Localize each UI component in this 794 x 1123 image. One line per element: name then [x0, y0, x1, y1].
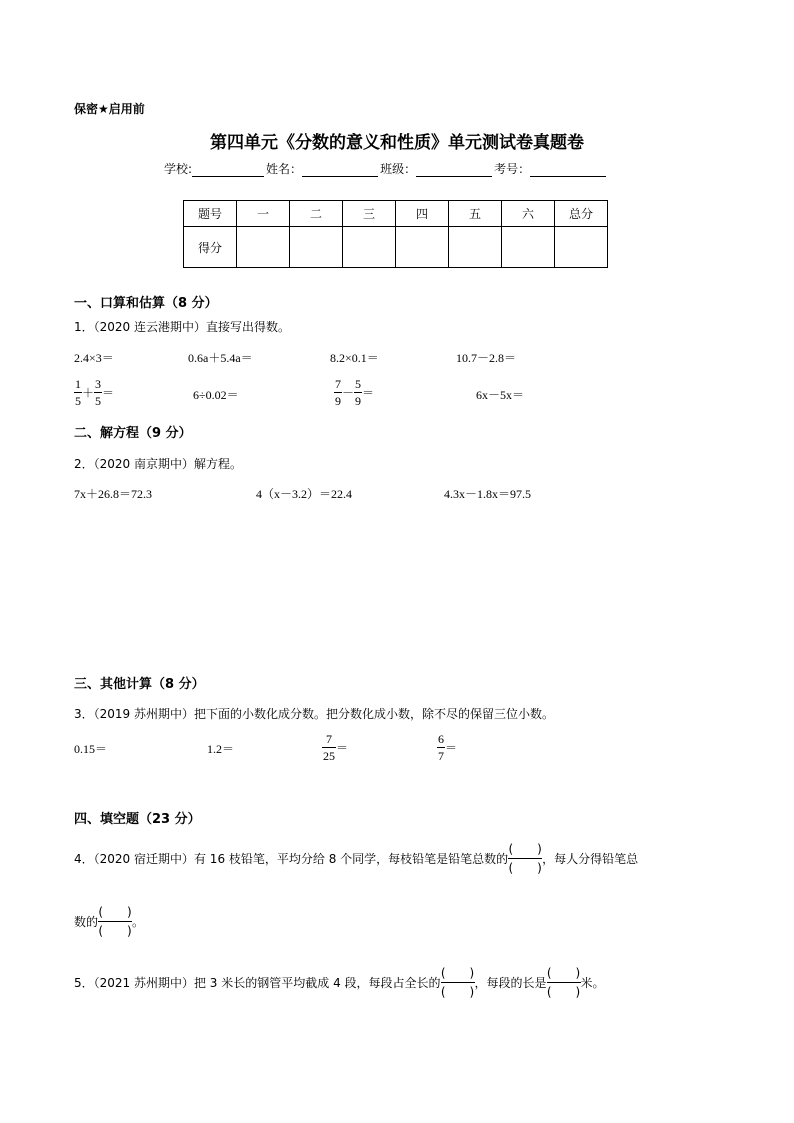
fraction-denominator: 9: [355, 394, 362, 408]
exercise-3-3: [322, 733, 348, 762]
table-cell: 一: [237, 201, 290, 227]
name-blank[interactable]: [302, 163, 378, 177]
exercise-3-1: 0.15＝: [74, 742, 108, 756]
question-4-text: 4．（2020 宿迁期中）有 16 枝铅笔，平均分给 8 个同学，每枝铅笔是铅笔总数的: [74, 852, 509, 866]
question-4-text: 。: [132, 915, 145, 929]
score-table-header-row: [184, 201, 608, 227]
section-4-title: 四、填空题（23 分）: [74, 812, 201, 827]
section-2-title: 二、解方程（9 分）: [74, 426, 192, 441]
score-input-cell[interactable]: [290, 227, 343, 268]
fraction-numerator: 1: [75, 377, 81, 391]
section-1-title: 一、口算和估算（8 分）: [74, 296, 218, 311]
fraction-answer-blank[interactable]: $\frac{( )}{( )}$: [546, 966, 581, 999]
exercise-1-5: [74, 378, 114, 407]
question-2: 2．（2020 南京期中）解方程。: [74, 457, 242, 471]
class-blank[interactable]: [416, 163, 492, 177]
fraction-numerator: 5: [355, 377, 362, 391]
table-cell: 得分: [184, 227, 237, 268]
fraction-denominator: 9: [335, 394, 341, 408]
table-cell: 三: [343, 201, 396, 227]
score-input-cell[interactable]: [502, 227, 555, 268]
name-label: 姓名：: [266, 162, 303, 176]
table-cell: 题号: [184, 201, 237, 227]
fraction-numerator: 7: [326, 732, 332, 746]
fraction-numerator: 7: [335, 377, 341, 391]
confidential-label: 保密★启用前: [74, 102, 145, 116]
equals-sign: ＝: [445, 741, 458, 755]
fraction-numerator: 3: [95, 377, 102, 391]
exercise-1-7: [334, 378, 374, 407]
fraction-numerator: 6: [438, 732, 444, 746]
question-5-text: ，每段的长是: [474, 976, 547, 990]
table-cell: 二: [290, 201, 343, 227]
score-table: [183, 200, 608, 268]
score-table-score-row: [184, 227, 608, 268]
exercise-3-4: [437, 733, 457, 762]
question-4-text: 数的: [74, 915, 99, 929]
score-input-cell[interactable]: [449, 227, 502, 268]
exercise-1-2: 0.6a＋5.4a＝: [188, 351, 253, 365]
equation-2: 4（x－3.2）＝22.4: [256, 487, 353, 501]
page-title: 第四单元《分数的意义和性质》单元测试卷真题卷: [210, 133, 584, 153]
student-info-line: [164, 160, 608, 177]
equals-sign: ＝: [362, 386, 375, 400]
score-input-cell[interactable]: [343, 227, 396, 268]
section-3-title: 三、其他计算（8 分）: [74, 677, 205, 692]
question-5-text: 米。: [580, 976, 605, 990]
exercise-3-2: 1.2＝: [207, 742, 235, 756]
exercise-1-4: 10.7－2.8＝: [456, 351, 517, 365]
fraction-denominator: 25: [323, 749, 335, 763]
score-input-cell[interactable]: [396, 227, 449, 268]
fraction-answer-blank[interactable]: $\frac{( )}{( )}$: [98, 905, 132, 938]
question-1: 1．（2020 连云港期中）直接写出得数。: [74, 320, 290, 334]
exercise-1-6: 6÷0.02＝: [193, 388, 239, 402]
table-cell: 四: [396, 201, 449, 227]
exercise-1-3: 8.2×0.1＝: [330, 351, 379, 365]
exercise-1-8: 6x－5x＝: [476, 388, 525, 402]
score-input-cell[interactable]: [237, 227, 290, 268]
score-input-cell[interactable]: [555, 227, 608, 268]
equals-sign: ＝: [102, 386, 115, 400]
school-label: 学校:: [164, 162, 193, 176]
question-4-line-1: [74, 843, 638, 874]
table-cell: 五: [449, 201, 502, 227]
question-3: 3．（2019 苏州期中）把下面的小数化成分数。把分数化成小数，除不尽的保留三位小数。: [74, 707, 554, 721]
fraction-denominator: 7: [438, 749, 444, 763]
operator: －: [342, 386, 355, 400]
table-cell: 总分: [555, 201, 608, 227]
equals-sign: ＝: [336, 741, 349, 755]
equation-1: 7x＋26.8＝72.3: [74, 487, 153, 501]
fraction-answer-blank[interactable]: $\frac{( )}{( )}$: [508, 842, 542, 875]
exam-number-blank[interactable]: [530, 163, 606, 177]
school-blank[interactable]: [192, 163, 264, 177]
fraction-denominator: 5: [75, 394, 81, 408]
class-label: 班级：: [380, 162, 417, 176]
question-4-line-2: [74, 906, 144, 937]
exam-number-label: 考号：: [494, 162, 531, 176]
fraction-answer-blank[interactable]: $\frac{( )}{( )}$: [440, 966, 475, 999]
question-5: [74, 967, 605, 998]
question-5-text: 5．（2021 苏州期中）把 3 米长的钢管平均截成 4 段，每段占全长的: [74, 976, 441, 990]
question-4-text: ，每人分得铅笔总: [542, 852, 639, 866]
equation-3: 4.3x－1.8x＝97.5: [444, 487, 532, 501]
table-cell: 六: [502, 201, 555, 227]
exercise-1-1: 2.4×3＝: [74, 351, 114, 365]
operator: ＋: [82, 386, 95, 400]
fraction-denominator: 5: [95, 394, 102, 408]
